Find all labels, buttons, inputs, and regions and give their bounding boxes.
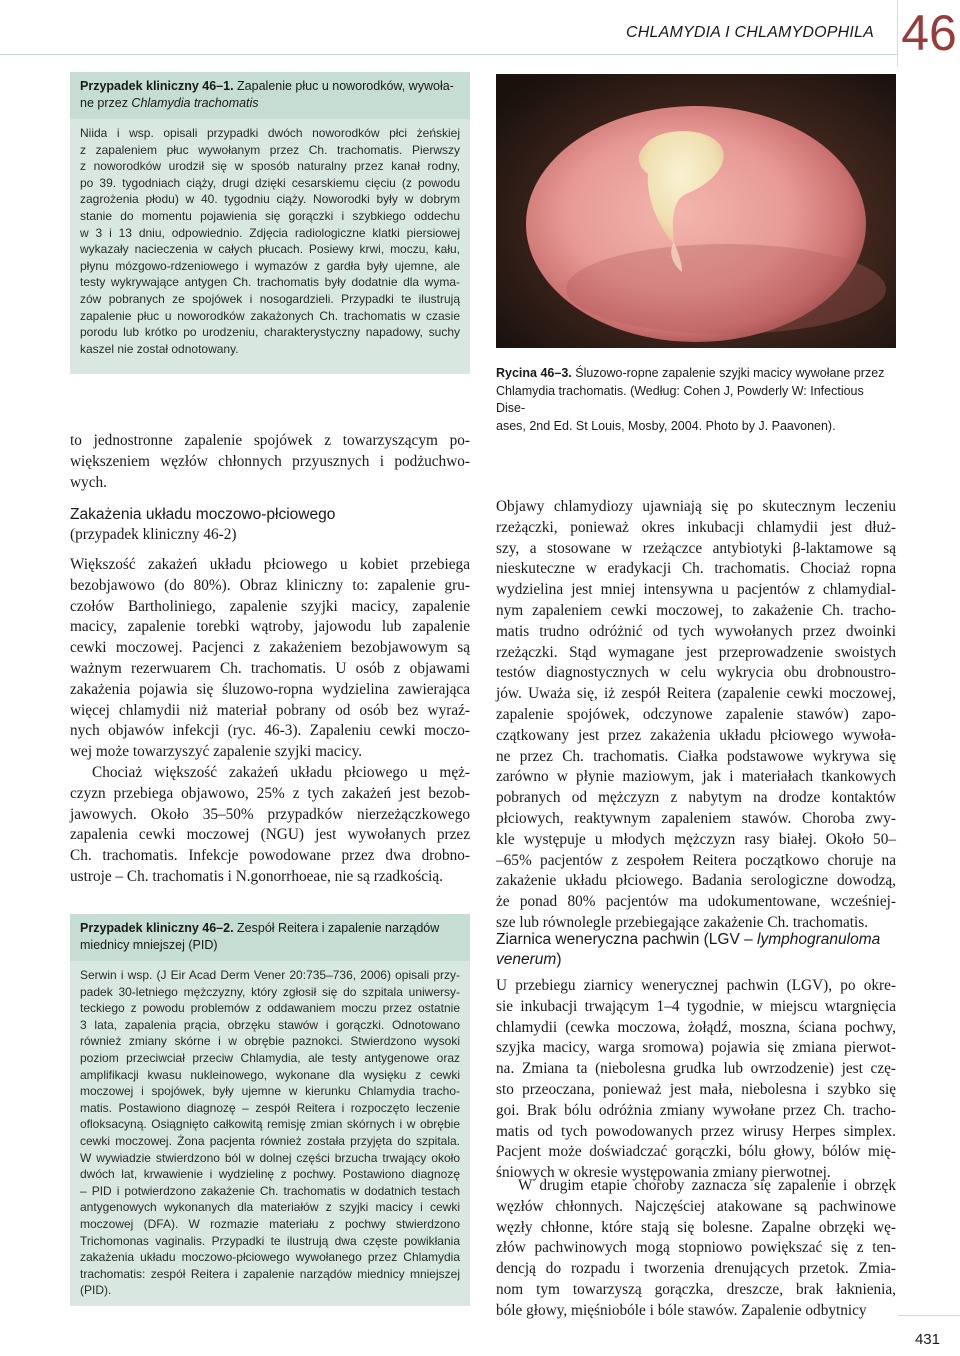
text-line: zów pobranych ze spojówek i nosogardzieli. Przypadki te ilustrują [80, 291, 460, 306]
case-study-box-2 [70, 914, 470, 1306]
text-line: rzeżączki, ponieważ okres inkubacji chlamydii jest dłuż- [496, 518, 896, 536]
text-line: ważnym rezerwuarem Ch. trachomatis. U osób z objawami [70, 659, 470, 677]
text-line: kaszel nie został odnotowany. [80, 341, 239, 356]
text-line: matis trudno odróżnić od tych wywołanych przez dwoinki [496, 622, 896, 640]
text-line: zagrożenia płodu) w 40. tygodniu ciąży. Noworodki były w dobrym [80, 192, 460, 207]
text-line: Pacjent może doświadczać gorączki, bólu głowy, bólów mię- [496, 1143, 896, 1161]
text-line: zakażenia pojawia się śluzowo-ropna wydzielina zawierająca [70, 680, 470, 698]
case-study-1-body [70, 119, 470, 365]
text-line: sto przeoczana, ponieważ jest mała, niebolesna i szybko się [496, 1080, 896, 1098]
page-number: 431 [914, 1331, 940, 1348]
text-line: nieskuteczne w eradykacji Ch. trachomatis. Chociaż ropna [496, 560, 896, 578]
text-line: stanie do momentu pojawienia się gorączki i szybkiego oddechu [80, 208, 460, 223]
text-line: (PID). [80, 1283, 112, 1298]
text-line: bóle głowy, mięśniobóle i bóle stawów. Zapalenie odbytnicy [496, 1301, 867, 1319]
right-column-paragraph-3 [496, 1176, 896, 1322]
text-line: wych. [70, 473, 107, 491]
text-line: węzły chłonne, które stają się bolesne. Zapalne obrzęki wę- [496, 1218, 896, 1236]
text-line: płciowych, reaktywnym zapaleniem stawów. Choroba zwy- [496, 809, 896, 827]
case-study-2-body [70, 961, 470, 1307]
text-line: zapalenie spojówek, odczynowe zapalenie stawów) zapo- [496, 705, 896, 723]
left-column-paragraph-1 [70, 555, 470, 763]
text-line: kle występuje u młodych mężczyzn rasy białej. Około 50– [496, 830, 896, 848]
text-line: –65% pacjentów z zespołem Reitera początkowo choruje na [496, 851, 896, 869]
case-study-2-title: Zespół Reitera i zapalenie narządów miednicy mniejszej (PID) [80, 921, 440, 952]
section-title-genitourinary: Zakażenia układu moczowo-płciowego [70, 506, 336, 523]
text-line: czołów Bartholiniego, zapalenie szyjki macicy, zapalenie [70, 597, 470, 615]
text-line: chlamydii (cewka moczowa, żołądź, moszna, ściana pochwy, [496, 1018, 896, 1036]
text-line: nych objawów infekcji (ryc. 46-3). Zapaleniu cewki moczo- [70, 722, 470, 740]
text-line: Niida i wsp. opisali przypadki dwóch noworodków płci żeńskiej [80, 126, 460, 140]
case-study-1-label: Przypadek kliniczny 46–1. [80, 79, 234, 93]
section-title-lgv: Ziarnica weneryczna pachwin (LGV – lymphogranuloma venerum) [496, 931, 881, 968]
text-line: sie inkubacji trwającym 1–4 tygodnie, w miejscu wtargnięcia [496, 997, 896, 1015]
text-line: z zapaleniem płuc wywołanym przez Ch. trachomatis. Pierwszy [80, 142, 460, 157]
section-subtitle-genitourinary: (przypadek kliniczny 46-2) [70, 526, 237, 543]
text-line: U przebiegu ziarnicy wenerycznej pachwin (LGV), po okre- [496, 977, 896, 994]
text-line: ne przez Ch. trachomatis. Ciałka podstawowe wykrywa się [496, 747, 896, 765]
case-study-2-label: Przypadek kliniczny 46–2. [80, 921, 234, 935]
right-column-paragraph-2 [496, 976, 896, 1184]
text-line: szy, a stosowane w rzeżączce antybiotyki β-laktamowe są [496, 539, 896, 557]
case-study-1-header [70, 72, 470, 119]
text-line: trachomatis: zespół Reitera i zapalenie narządów miednicy mniejszej [80, 1266, 460, 1281]
caption-line: Śluzowo-ropne zapalenie szyjki macicy wywołane przez [575, 366, 885, 380]
text-line: dwóch lat, krwawienie i wydzielinę z pochwy. Postawiono diagnozę [80, 1167, 460, 1182]
text-line: poziom przeciwciał przeciw Chlamydia, ale testy antygenowe oraz [80, 1050, 460, 1065]
text-line: Serwin i wsp. (J Eir Acad Derm Vener 20:735–736, 2006) opisali przy- [80, 968, 460, 982]
text-line: bezobjawowo (do 80%). Obraz kliniczny to: zapalenie gru- [70, 576, 470, 594]
text-line: padek 30-letniego mężczyzny, który zgłosił się do szpitala uniwersy- [80, 984, 460, 999]
header-rule [0, 54, 900, 55]
text-line: czątkowany jest przez zakażenia układu płciowego wywoła- [496, 726, 896, 744]
text-line: nym zapaleniem cewki moczowej, to zakażenie Ch. tracho- [496, 601, 896, 619]
text-line: ofloksacyną. Osiągnięto całkowitą remisję zmian skórnych i w obrębie [80, 1117, 460, 1132]
text-line: testów diagnostycznych w celu wykrycia obu drobnoustro- [496, 664, 896, 682]
text-line: moczowej i spojówek, były ujemne w kierunku Chlamydia tracho- [80, 1084, 460, 1099]
text-line: cewki moczowej. Pacjenci z zakażeniem bezobjawowym są [70, 639, 470, 657]
text-line: teckiego z powodu problemów z oddawaniem moczu przez ostatnie [80, 1001, 460, 1016]
text-line: zakażenie układu płciowego. Badania serologiczne dowodzą, [496, 872, 896, 890]
text-line: W wywiadzie stwierdzono ból w dolnej części brzucha trwający około [80, 1150, 460, 1165]
text-line: z noworodków urodził się w sposób naturalny przez kanał rodny, [80, 159, 460, 174]
text-line: po 39. tygodniach ciąży, drugi dzięki cesarskiemu cięciu (z powodu [80, 175, 460, 190]
text-line: szyjka macicy, warga sromowa) pojawia się zmiana pierwot- [496, 1039, 896, 1057]
text-line: większeniem węzłów chłonnych przyusznych i podżuchwo- [70, 452, 470, 470]
text-line: Objawy chlamydiozy ujawniają się po skutecznym leczeniu [496, 498, 896, 515]
text-line: matis. Postawiono diagnozę – zespół Reitera i rozpoczęto leczenie [80, 1100, 460, 1115]
running-head: CHLAMYDIA I CHLAMYDOPHILA [625, 24, 874, 41]
text-line: rzeżączki. Stąd wymagane jest przeprowadzenie swoistych [496, 643, 896, 661]
text-line: węzłów chłonnych. Najczęściej atakowane są pachwinowe [496, 1197, 896, 1215]
text-line: Większość zakażeń układu płciowego u kobiet przebiega [70, 556, 470, 573]
text-line: pobranych od mężczyzn z nabytym na drodze kontaktów [496, 789, 896, 807]
text-line: zakażenia układu moczowo-płciowego wywołanego przez Chlamydia [80, 1250, 460, 1265]
right-column-paragraph-1 [496, 497, 896, 934]
case-study-2-header [70, 914, 470, 961]
cervix-photo-image [496, 74, 896, 348]
text-line: również zmiany skórne i w obrębie paznokci. Stwierdzono wysoki [80, 1034, 460, 1049]
figure-caption-label: Rycina 46–3. [496, 366, 572, 380]
text-line: śniowych w okresie występowania zmiany pierwotnej. [496, 1164, 831, 1182]
case-study-box-1 [70, 72, 470, 374]
text-line: sze lub równolegle przebiegające zakażenie Ch. trachomatis. [496, 913, 869, 931]
text-line: Trichomonas vaginalis. Przypadki te ilustrują dwa częste powikłania [80, 1233, 460, 1248]
text-line: W drugim etapie choroby zaznacza się zapalenie i obrzęk [518, 1177, 896, 1194]
text-line: więcej chlamydii niż materiał pobrany od osób bez wyraź- [70, 701, 470, 719]
text-line: że ponad 80% pacjentów ma udokumentowane, wcześniej- [496, 893, 896, 911]
text-line: wej może towarzyszyć zapalenie szyjki macicy. [70, 743, 363, 761]
text-line: na. Zmiana ta (niebolesna grudka lub owrzodzenie) jest czę- [496, 1060, 896, 1078]
text-line: moczowej (DFA). W rozmazie materiału z pochwy stwierdzono [80, 1216, 460, 1231]
text-line: cewki moczowej. Żona pacjenta również została przyjęta do szpitala. [80, 1133, 460, 1148]
text-line: testy wykrywające antygen Ch. trachomatis były dodatnie dla wyma- [80, 275, 460, 290]
text-line: Chociaż większość zakażeń układu płciowego u męż- [92, 764, 470, 781]
text-line: nom tym towarzyszą gorączka, dreszcze, brak łaknienia, [496, 1280, 896, 1298]
text-line: zapalenie płuc u noworodków zakażonych Ch. trachomatis w czasie [80, 308, 460, 323]
text-line: matis od tych powodowanych przez wirusy Herpes simplex. [496, 1122, 896, 1140]
text-line: w 3 i 13 dniu, odpowiednio. Zdjęcia radiologiczne klatki piersiowej [80, 225, 460, 240]
text-line: czyzn przebiega objawowo, 25% z tych zakażeń jest bezob- [70, 784, 470, 802]
text-line: amplifikacji kwasu nukleinowego, wykonane dla wysięku z cewki [80, 1067, 460, 1082]
text-line: porodu lub krótko po urodzeniu, charakterystyczny napadowy, suchy [80, 325, 460, 340]
text-line: złów pachwinowych mogą stopniowo powiększać się z ten- [496, 1239, 896, 1257]
text-line: goi. Brak bólu odróżnia zmiany wywołane przez Ch. tracho- [496, 1101, 896, 1119]
text-line: to jednostronne zapalenie spojówek z towarzyszącym po- [70, 432, 470, 449]
figure-caption [496, 365, 896, 435]
left-column-intro [70, 431, 470, 493]
text-line: – PID i potwierdzono zakażenie Ch. trachomatis w dodatnich testach [80, 1183, 460, 1198]
case-study-1-title: Zapalenie płuc u noworodków, wywoła- ne przez Chlamydia trachomatis [80, 79, 454, 110]
figure-photo-cervicitis [496, 74, 896, 348]
text-line: zapalenia cewki moczowej (NGU) jest wywołanych przez [70, 826, 470, 844]
text-line: macicy, zapalenie torebki wątroby, jajowodu lub zapalenie [70, 618, 470, 636]
text-line: Ch. trachomatis. Infekcje powodowane przez dwa drobno- [70, 847, 470, 865]
text-line: ustroje – Ch. trachomatis i N.gonorrhoeae, nie są rzadkością. [70, 867, 443, 885]
text-line: wykazały nacieczenia w całych płucach. Posiewy krwi, moczu, kału, [80, 242, 460, 257]
text-line: wydzielina jest mniej intensywna u pacjentów z chlamydial- [496, 581, 896, 599]
caption-line: Chlamydia trachomatis. (Według: Cohen J, Powderly W: Infectious Dise- [496, 383, 864, 415]
text-line: 3 lata, zapalenia prącia, obrzęku stawów i gorączki. Odnotowano [80, 1017, 460, 1032]
left-column-paragraph-2 [70, 763, 470, 888]
chapter-number: 46 [897, 0, 960, 66]
text-line: zarówno w płynie maziowym, jak i materiałach tkankowych [496, 768, 896, 786]
text-line: antygenowych wykonanych dla materiałów z szyjki macicy i cewki [80, 1200, 460, 1215]
text-line: płynu mózgowo-rdzeniowego i wymazów z gardła były ujemne, ale [80, 258, 460, 273]
caption-line: ases, 2nd Ed. St Louis, Mosby, 2004. Photo by J. Paavonen). [496, 418, 836, 433]
text-line: dencją do rozpadu i tworzenia drenujących przetok. Zmia- [496, 1260, 896, 1278]
text-line: jawowych. Około 35–50% przypadków nierzeżączkowego [70, 805, 470, 823]
text-line: jów. Uważa się, iż zespół Reitera (zapalenie cewki moczowej, [496, 685, 896, 703]
